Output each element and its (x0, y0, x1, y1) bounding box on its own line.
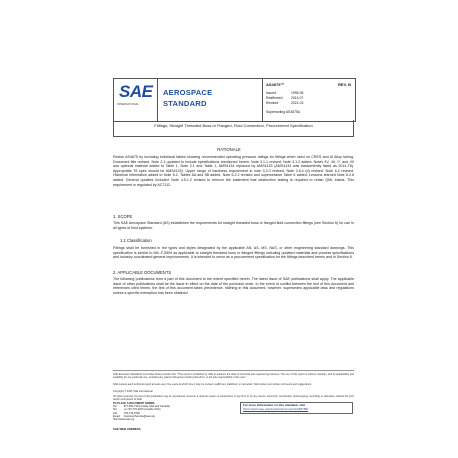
standard-info-link[interactable]: https://www.sae.org/standards/content/AS4875B/ (243, 406, 309, 411)
tel-value: 877-606-7323 (inside USA and Canada) (123, 405, 170, 409)
tel-label: Tel: (113, 405, 118, 409)
footer-policy-text: SAE Executive Standards Committee Rules provide that: "This report is published by SAE to advance the state of technical and engineering sciences. The use of this report is entirely voluntary, and its applicability and suitability for any particular use, including any patent infringement arising therefrom, is the sole responsibility of the user." (113, 373, 354, 380)
document-metadata (262, 79, 355, 121)
revision-label: REV. B (338, 82, 351, 87)
standard-info-box (240, 402, 353, 414)
tel2-value: +1 724-776-4970 (outside USA) (123, 408, 161, 412)
sae-logo-subtext: INTERNATIONAL (117, 103, 139, 106)
contact-row-web (113, 418, 243, 421)
revised-value: 2021-03 (291, 101, 304, 105)
scope-text: This SAE Aerospace Standard (AS) establishes the requirements for straight threaded boss or flanged fluid connection fittings (see Section 6) for use in all types of fluid systems. (113, 221, 354, 230)
rationale-heading: RATIONALE (217, 147, 241, 152)
rationale-text: Revise AS4875 by including individual tables showing recommended operating pressure ratings for fittings when used on CRES and Al Alloy tubing. Document title revised. Note 2.1 updated to include specifications mentioned herein. Note 3.1.1 revised. Note 3.1.2 added. Notes /IV, /III, /?, and /IX and optional material added to Table 1. Note 2.1 and Table 1, AMS4134 replaced by AMS4133 (AMS4134 was inadvertently listed as 2014-T6). Appropriate T6 spec should be AMS4133). Upper range of hardness requirement in note 3.3.3 revised. Note 3.6.4 (d) revised. Note 6.2 revised. Historical information added to Note 6.2. Tables 5A and 5B added. Note 6.2.2 revised and supersession Table 6 added. Lessons learned Note 6.2.8 added. General updates included. Note 4.5.1.2 revised to remove the statement that destructive testing is required to retain QML status. This requirement is regulated by AC7112. (113, 155, 354, 187)
classification-heading: 1.1 Classification (120, 238, 152, 243)
sae-web-address-label: SAE WEB ADDRESS: (113, 427, 142, 431)
applicable-documents-text: The following publications form a part of this document to the extent specified herein. The latest issue of SAE publications shall apply. The applicable issue of other publications shall be the issue in effect on the date of the purchase order. In the event of conflict between the text of this document and references cited herein, the text of this document takes precedence. Nothing in this document, however, supersedes applicable laws and regulations unless a specific exemption has been obtained. (113, 277, 354, 295)
revised-label: Revised (266, 101, 279, 105)
document-subject: Fittings, Straight Threaded Boss or Flanged, Fluid Connection, Procurement Specification (113, 120, 354, 137)
tel2-label: Tel: (113, 408, 118, 412)
reaffirmed-row (266, 96, 303, 100)
issued-label: Issued (266, 91, 276, 95)
document-type (157, 79, 263, 121)
order-contact-block (113, 402, 243, 421)
revised-row (266, 101, 303, 105)
footer-review-text: SAE reviews each technical report at least every five years at which time it may be revised, reaffirmed, stabilized, or cancelled. SAE invites your written comments and suggestions. (113, 383, 312, 386)
fax-label: Fax: (113, 411, 119, 415)
document-header (113, 78, 356, 122)
footer-copyright: Copyright © 2021 SAE International (113, 390, 153, 393)
reaffirmed-label: Reaffirmed (266, 96, 283, 100)
email-value[interactable]: CustomerService@sae.org (123, 414, 155, 418)
footer-divider (113, 370, 354, 371)
document-number: AS4875™ (266, 82, 285, 87)
sae-logo (114, 79, 158, 121)
standard-info-title: For more information on this standard, visit (243, 403, 306, 407)
reaffirmed-value: 2015-07 (291, 96, 304, 100)
issued-row (266, 91, 303, 95)
superseding-note: Superseding AS4875A (266, 110, 301, 114)
web-link[interactable]: http://www.sae.org (113, 418, 135, 422)
issued-value: 1995-05 (291, 91, 304, 95)
fax-value: 724-776-0790 (123, 411, 140, 415)
sae-logo-mark: SAE (119, 82, 153, 101)
applicable-documents-heading: 2. APPLICABLE DOCUMENTS (113, 270, 172, 275)
order-heading: TO PLACE A DOCUMENT ORDER: (113, 402, 156, 405)
email-label: Email: (113, 414, 121, 418)
scope-heading: 1. SCOPE (113, 214, 133, 219)
classification-text: Fittings shall be furnished in the types and styles designated by the applicable AN, AS, MS, NAS, or other engineering standard drawings. This specification is similar to MIL-F-5509 as applicable to straight threaded boss or flanged fittings including updated materials and process specifications and industry coordinated general improvements. It is intended to serve as a procurement specification for the fittings described herein and in Section 6. (113, 246, 354, 260)
document-type-line1: AEROSPACE (163, 88, 213, 97)
footer-rights-text: All rights reserved. No part of this publication may be reproduced, stored in a retrieval system or transmitted, in any form or by any means, electronic, mechanical, photocopying, recording, or otherwise, without the prior written permission of SAE. (113, 395, 354, 402)
document-type-line2: STANDARD (163, 99, 207, 108)
